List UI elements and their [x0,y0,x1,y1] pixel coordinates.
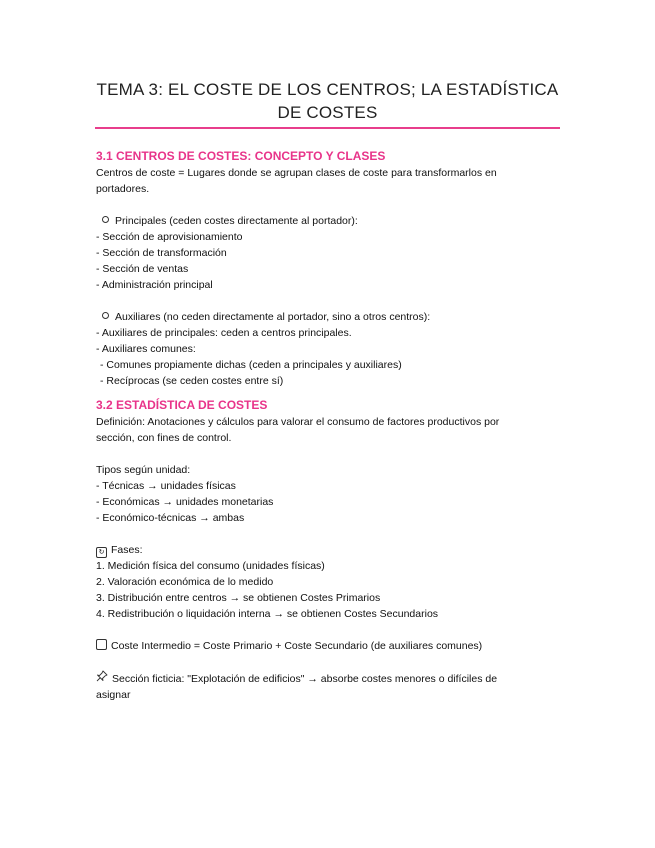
list-item: - Sección de aprovisionamiento [96,231,243,243]
seccion-ficticia-text: Sección ficticia: "Explotación de edificios" → absorbe costes menores o difíciles de [112,673,498,685]
list-item: - Sección de ventas [96,263,189,275]
seccion-ficticia-line-2: asignar [96,689,131,701]
fases-label: Fases: [111,544,143,556]
list-item: 3. Distribución entre centros → se obtienen Costes Primarios [96,592,381,604]
list-item: 2. Valoración económica de lo medido [96,576,274,588]
principales-label: Principales (ceden costes directamente al portador): [115,215,358,227]
pushpin-icon [96,670,108,687]
missing-glyph-icon [96,639,107,650]
section-2-definition-line-2: sección, con fines de control. [96,432,232,444]
section-2-heading: 3.2 ESTADÍSTICA DE COSTES [96,398,268,412]
tipos-label: Tipos según unidad: [96,464,191,476]
section-1-heading: 3.1 CENTROS DE COSTES: CONCEPTO Y CLASES [96,149,386,163]
section-1-definition-line-2: portadores. [96,183,150,195]
section-1-definition-line-1: Centros de coste = Lugares donde se agrupan clases de coste para transformarlos en [96,167,497,179]
list-item: 4. Redistribución o liquidación interna → se obtienen Costes Secundarios [96,608,439,620]
list-item: - Sección de transformación [96,247,227,259]
cycle-icon: ↻ [96,547,107,558]
fases-heading [96,542,556,558]
list-item: - Recíprocas (se ceden costes entre sí) [100,375,284,387]
auxiliares-heading [96,309,556,325]
list-item: 1. Medición física del consumo (unidades físicas) [96,560,325,572]
seccion-ficticia-line-1 [96,670,556,687]
auxiliares-label: Auxiliares (no ceden directamente al portador, sino a otros centros): [115,311,431,323]
document-body [96,147,556,703]
list-item: - Administración principal [96,279,213,291]
list-item: - Comunes propiamente dichas (ceden a principales y auxiliares) [100,359,402,371]
circle-bullet-icon [102,312,109,319]
list-item: - Económico-técnicas → ambas [96,512,245,524]
page-title: TEMA 3: EL COSTE DE LOS CENTROS; LA ESTADÍSTICA DE COSTES [96,80,559,122]
principales-heading [96,213,556,229]
list-item: - Auxiliares comunes: [96,343,196,355]
coste-intermedio-text: Coste Intermedio = Coste Primario + Coste Secundario (de auxiliares comunes) [111,640,483,652]
list-item: - Técnicas → unidades físicas [96,480,236,492]
coste-intermedio-line [96,638,556,654]
title-underline [95,127,560,129]
list-item: - Auxiliares de principales: ceden a centros principales. [96,327,352,339]
section-2-definition-line-1: Definición: Anotaciones y cálculos para valorar el consumo de factores productivos por [96,416,500,428]
circle-bullet-icon [102,216,109,223]
list-item: - Económicas → unidades monetarias [96,496,274,508]
